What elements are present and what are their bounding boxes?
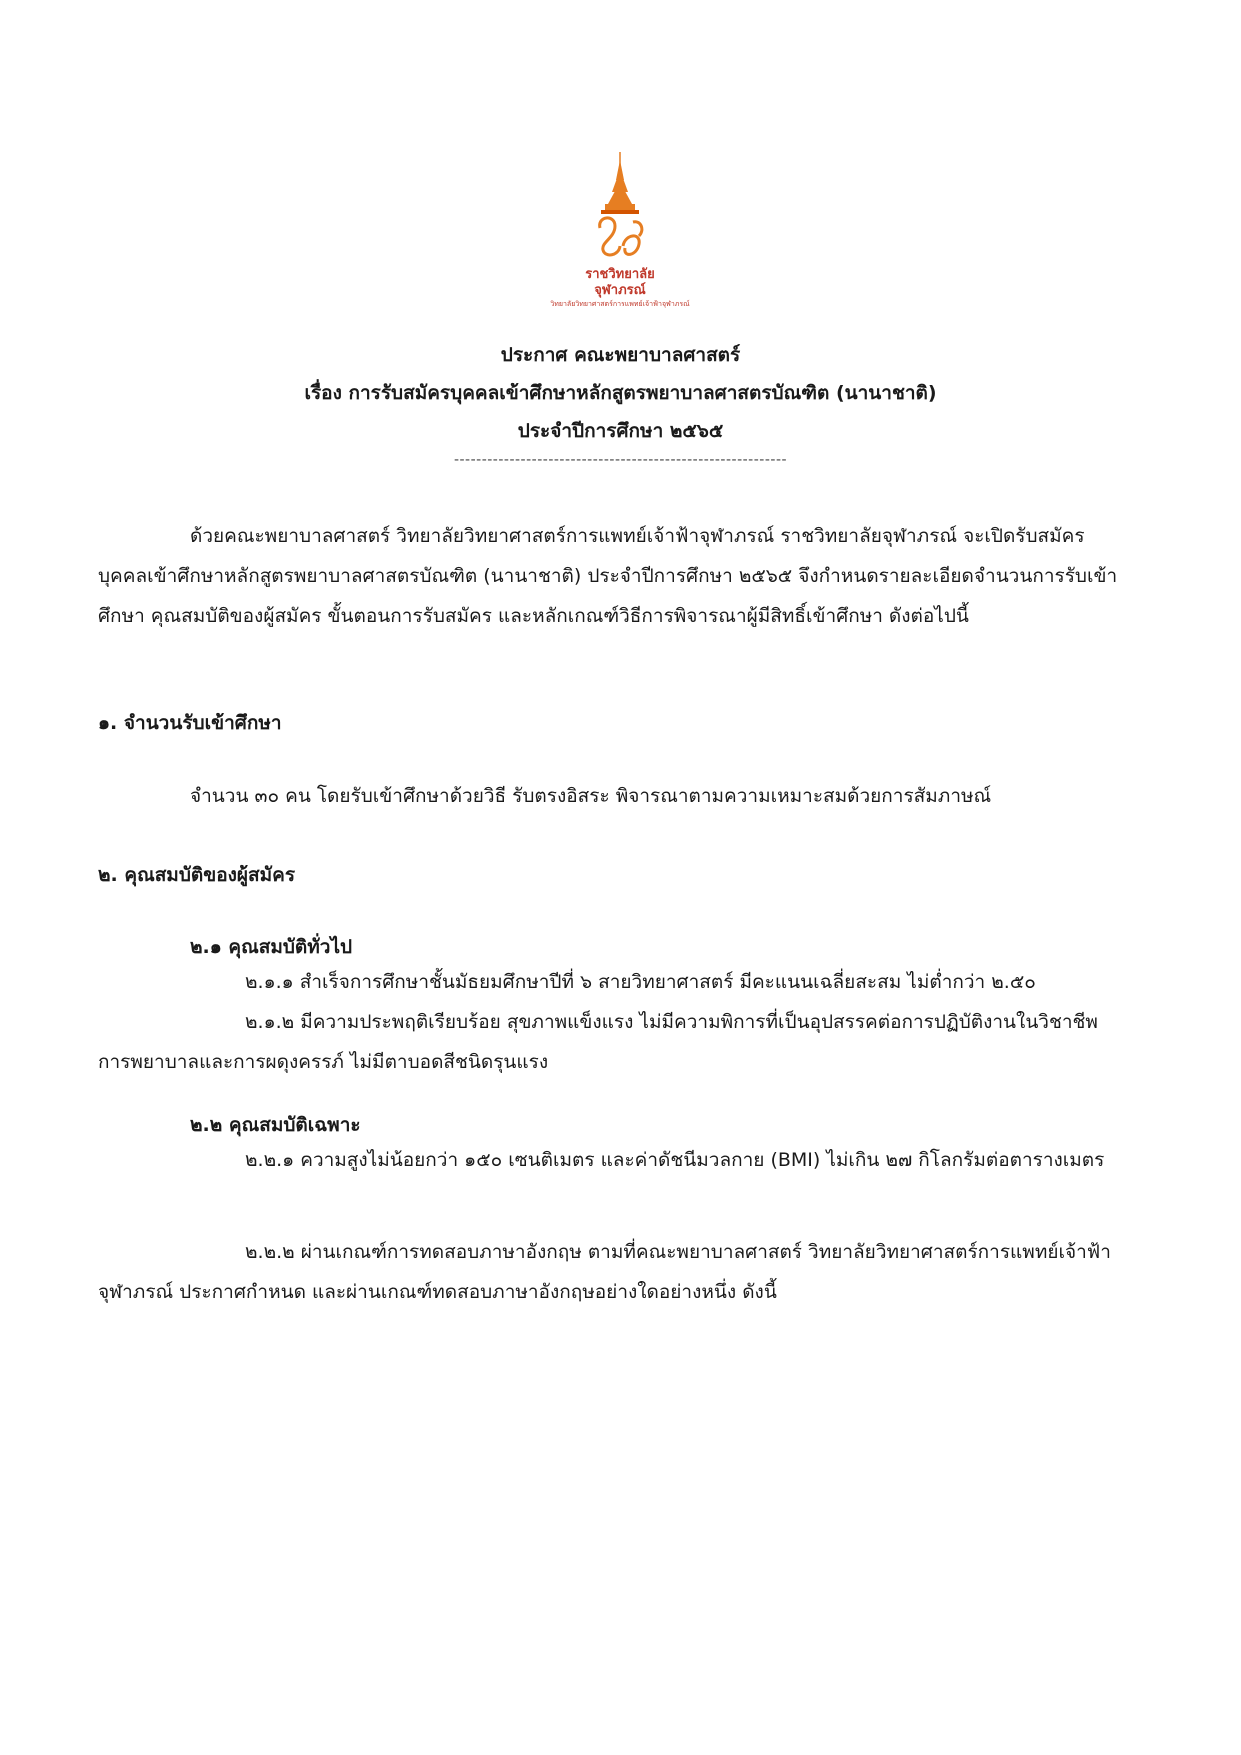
header-divider: ------------------------------------------------------------ [453,452,788,468]
announcement-year: ประจำปีการศึกษา ๒๕๖๕ [517,420,724,442]
logo-text-subtitle: วิทยาลัยวิทยาศาสตร์การแพทย์เจ้าฟ้าจุฬาภรณ์ [550,300,690,308]
intro-paragraph: ด้วยคณะพยาบาลศาสตร์ วิทยาลัยวิทยาศาสตร์การแพทย์เจ้าฟ้าจุฬาภรณ์ ราชวิทยาลัยจุฬาภรณ์ จะเปิดรับสมัครบุคคลเข้าศึกษาหลักสูตรพยาบาลศาสตรบัณฑิต (นานาชาติ) ประจำปีการศึกษา ๒๕๖๕ จึงกำหนดรายละเอียดจำนวนการรับเข้าศึกษา คุณสมบัติของผู้สมัคร ขั้นตอนการรับสมัคร และหลักเกณฑ์วิธีการพิจารณาผู้มีสิทธิ์เข้าศึกษา ดังต่อไปนี้ [98,525,1118,627]
section-2-2-2-text: ๒.๒.๒ ผ่านเกณฑ์การทดสอบภาษาอังกฤษ ตามที่คณะพยาบาลศาสตร์ วิทยาลัยวิทยาศาสตร์การแพทย์เจ้าฟ้าจุฬาภรณ์ ประกาศกำหนด และผ่านเกณฑ์ทดสอบภาษาอังกฤษอย่างใดอย่างหนึ่ง ดังนี้ [98,1241,1111,1303]
logo-emblem-icon [575,150,665,265]
logo-text-primary: ราชวิทยาลัย [585,267,655,282]
section-2-1-1-text: ๒.๑.๑ สำเร็จการศึกษาชั้นมัธยมศึกษาปีที่ ๖ สายวิทยาศาสตร์ มีคะแนนเฉลี่ยสะสม ไม่ต่ำกว่า ๒.๕๐ [245,971,1036,993]
announcement-subject: เรื่อง การรับสมัครบุคคลเข้าศึกษาหลักสูตรพยาบาลศาสตรบัณฑิต (นานาชาติ) [304,382,937,404]
section-2-2-heading: ๒.๒ คุณสมบัติเฉพาะ [190,1114,361,1136]
section-2-1-heading: ๒.๑ คุณสมบัติทั่วไป [190,936,353,958]
announcement-title: ประกาศ คณะพยาบาลศาสตร์ [500,344,741,366]
logo-text-secondary: จุฬาภรณ์ [594,283,646,298]
section-2-1-2-text: ๒.๑.๒ มีความประพฤติเรียบร้อย สุขภาพแข็งแรง ไม่มีความพิการที่เป็นอุปสรรคต่อการปฏิบัติงานในวิชาชีพการพยาบาลและการผดุงครรภ์ ไม่มีตาบอดสีชนิดรุนแรง [98,1011,1098,1073]
section-1-heading: ๑. จำนวนรับเข้าศึกษา [98,712,282,734]
section-1-text: จำนวน ๓๐ คน โดยรับเข้าศึกษาด้วยวิธี รับตรงอิสระ พิจารณาตามความเหมาะสมด้วยการสัมภาษณ์ [190,785,992,807]
section-2-2-1-text: ๒.๒.๑ ความสูงไม่น้อยกว่า ๑๕๐ เซนติเมตร และค่าดัชนีมวลกาย (BMI) ไม่เกิน ๒๗ กิโลกรัมต่อตารางเมตร [245,1149,1105,1171]
section-2-heading: ๒. คุณสมบัติของผู้สมัคร [98,864,296,886]
university-logo [550,150,690,325]
